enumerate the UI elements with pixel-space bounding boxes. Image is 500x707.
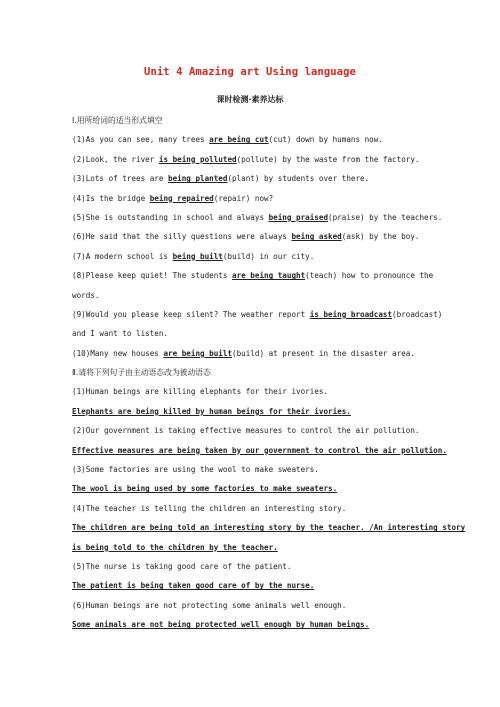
exercise-item-8-cont: words. [72, 290, 100, 300]
exercise-item-3: (3)Lots of trees are being planted(plant) by students over there. [72, 174, 370, 184]
answer-6: being asked [291, 232, 342, 242]
transform-question-5: (5)The nurse is taking good care of the patient. [72, 561, 292, 571]
page-subtitle: 课时检测·素养达标 [216, 95, 284, 104]
transform-answer-2: Effective measures are being taken by our government to control the air pollution. [72, 445, 447, 455]
transform-answer-1: Elephants are being killed by human beings for their ivories. [72, 406, 351, 416]
answer-7: being built [172, 251, 223, 261]
transform-question-4: (4)The teacher is telling the children an interesting story. [72, 503, 347, 513]
exercise-item-1: (1)As you can see, many trees are being cut(cut) down by humans now. [72, 135, 383, 145]
exercise-item-7: (7)A modern school is being built(build) in our city. [72, 251, 315, 261]
answer-2: is being polluted [158, 154, 237, 164]
answer-3: being planted [168, 174, 228, 184]
answer-4: being repaired [149, 193, 214, 203]
transform-answer-3: The wool is being used by some factories to make sweaters. [72, 484, 338, 494]
transform-answer-4-cont: is being told to the children by the teacher. [72, 542, 278, 552]
exercise-item-8: (8)Please keep quiet! The students are being taught(teach) how to pronounce the [72, 271, 434, 281]
exercise-item-4: (4)Is the bridge being repaired(repair) now? [72, 193, 274, 203]
answer-5: being praised [268, 212, 329, 222]
answer-8: are being taught [232, 271, 306, 281]
section-2-heading: Ⅱ.请将下列句子由主动语态改为被动语态 [72, 368, 211, 378]
exercise-item-5: (5)She is outstanding in school and always being praised(praise) by the teachers. [72, 212, 443, 222]
section-1-heading: Ⅰ.用所给词的适当形式填空 [72, 116, 163, 125]
transform-question-2: (2)Our government is taking effective measures to control the air pollution. [72, 426, 420, 436]
transform-answer-5: The patient is being taken good care of by the nurse. [72, 581, 315, 591]
answer-1: are being cut [209, 135, 269, 145]
exercise-item-9-cont: and I want to listen. [72, 329, 169, 339]
transform-answer-4: The children are being told an interesting story by the teacher. /An interesting story [72, 523, 466, 533]
transform-answer-6: Some animals are not being protected well enough by human beings. [72, 620, 370, 630]
answer-9: is being broadcast [309, 309, 393, 319]
transform-question-1: (1)Human beings are killing elephants for their ivories. [72, 387, 329, 397]
exercise-item-6: (6)He said that the silly questions were always being asked(ask) by the boy. [72, 232, 420, 242]
answer-10: are being built [163, 348, 233, 358]
transform-question-3: (3)Some factories are using the wool to make sweaters. [72, 465, 319, 475]
exercise-item-9: (9)Would you please keep silent? The weather report is being broadcast(broadcast) [72, 309, 443, 319]
exercise-content [72, 111, 466, 635]
transform-question-6: (6)Human beings are not protecting some animals well enough. [72, 600, 347, 610]
exercise-item-2: (2)Look, the river is being polluted(pollute) by the waste from the factory. [72, 154, 420, 164]
exercise-item-10: (10)Many new houses are being built(build) at present in the disaster area. [72, 348, 415, 358]
page-title: Unit 4 Amazing art Using language [144, 66, 356, 78]
